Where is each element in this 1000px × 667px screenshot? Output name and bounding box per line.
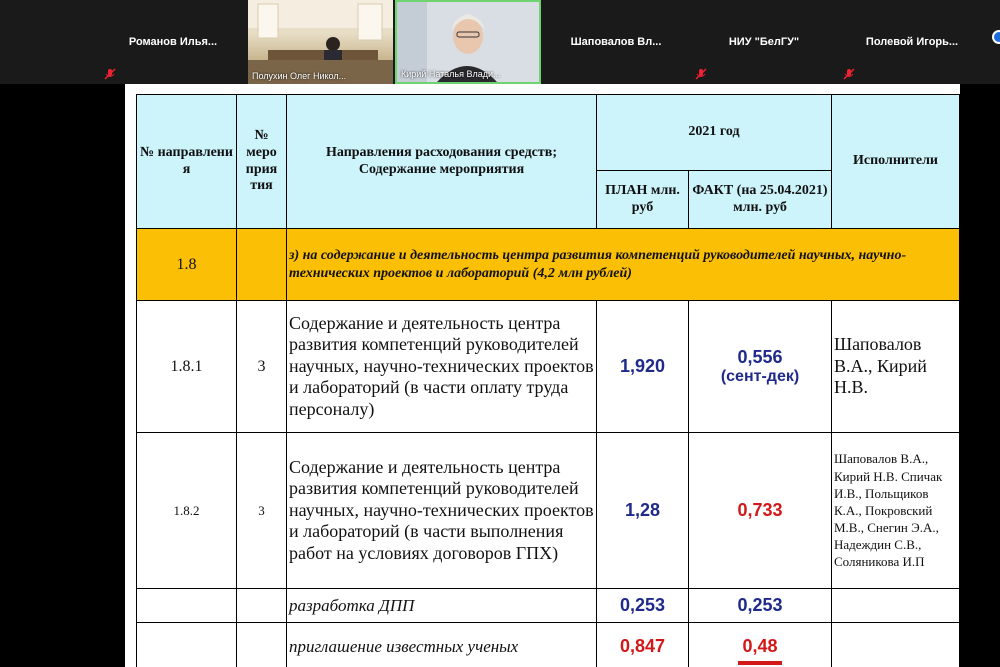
table-row <box>137 301 960 433</box>
section-title: з) на содержание и деятельность центра развития компетенций руководителей научных, научно-технических проектов и лабораторий (4,2 млн рублей) <box>287 229 960 301</box>
header-year: 2021 год <box>597 95 832 171</box>
row-fact-note: (сент-дек) <box>720 368 800 385</box>
row-event: 3 <box>237 433 287 589</box>
row-executors <box>832 623 960 667</box>
row-no <box>137 589 237 623</box>
next-page-button[interactable] <box>992 30 1000 44</box>
header-plan: ПЛАН млн. руб <box>597 171 689 229</box>
participant-name: Полевой Игорь... <box>865 36 959 48</box>
participant-tile[interactable] <box>839 0 1000 84</box>
header-fact: ФАКТ (на 25.04.2021) млн. руб <box>689 171 832 229</box>
table-row <box>137 623 960 667</box>
budget-table <box>136 94 960 667</box>
row-executors: Шаповалов В.А., Кирий Н.В. Спичак И.В., Польщиков К.А., Покровский М.В., Снегин Э.А., Надеждин С.В., Соляникова И.П <box>832 433 960 589</box>
mic-muted-icon <box>104 68 116 80</box>
participant-caption: Кирий Наталья Влади... <box>401 69 501 79</box>
mic-muted-icon <box>843 68 855 80</box>
participant-strip <box>0 0 1000 84</box>
header-event-no: № меро прия тия <box>237 95 287 229</box>
row-plan: 0,847 <box>597 623 689 667</box>
row-fact-cell <box>689 623 832 667</box>
row-event <box>237 589 287 623</box>
participant-tile[interactable] <box>691 0 837 84</box>
row-fact: 0,556 <box>737 347 783 367</box>
row-content: разработка ДПП <box>287 589 597 623</box>
row-content: Содержание и деятельность центра развития компетенций руководителей научных, научно-технических проектов и лабораторий (в части выполнения работ на условиях договоров ГПХ) <box>287 433 597 589</box>
row-no: 1.8.1 <box>137 301 237 433</box>
participant-name: НИУ "БелГУ" <box>728 36 800 48</box>
participant-video-active-speaker[interactable] <box>395 0 541 84</box>
header-direction: Направления расходования средств; Содержание мероприятия <box>287 95 597 229</box>
header-direction-no: № направлени я <box>137 95 237 229</box>
participant-name: Романов Илья... <box>128 36 218 48</box>
participant-name: Шаповалов Вл... <box>570 36 662 48</box>
participant-tile[interactable] <box>100 0 246 84</box>
row-fact: 0,733 <box>689 433 832 589</box>
row-plan: 1,28 <box>597 433 689 589</box>
row-no: 1.8.2 <box>137 433 237 589</box>
row-content: Содержание и деятельность центра развития компетенций руководителей научных, научно-технических проектов и лабораторий (в части оплату труда персоналу) <box>287 301 597 433</box>
row-event: 3 <box>237 301 287 433</box>
row-executors: Шаповалов В.А., Кирий Н.В. <box>832 301 960 433</box>
row-executors <box>832 589 960 623</box>
header-executors: Исполнители <box>832 95 960 229</box>
table-row <box>137 589 960 623</box>
participant-caption: Полухин Олег Никол... <box>252 71 347 81</box>
row-plan: 1,920 <box>597 301 689 433</box>
participant-tile[interactable] <box>543 0 689 84</box>
mic-muted-icon <box>695 68 707 80</box>
row-content: приглашение известных ученых <box>287 623 597 667</box>
participant-video[interactable] <box>248 0 393 84</box>
section-no: 1.8 <box>137 229 237 301</box>
row-plan: 0,253 <box>597 589 689 623</box>
row-no <box>137 623 237 667</box>
table-row <box>137 433 960 589</box>
row-fact: 0,253 <box>689 589 832 623</box>
section-event-cell <box>237 229 287 301</box>
shared-screen-slide <box>125 84 960 667</box>
row-event <box>237 623 287 667</box>
row-fact: 0,48 <box>742 636 778 656</box>
row-fact-cell <box>689 301 832 433</box>
